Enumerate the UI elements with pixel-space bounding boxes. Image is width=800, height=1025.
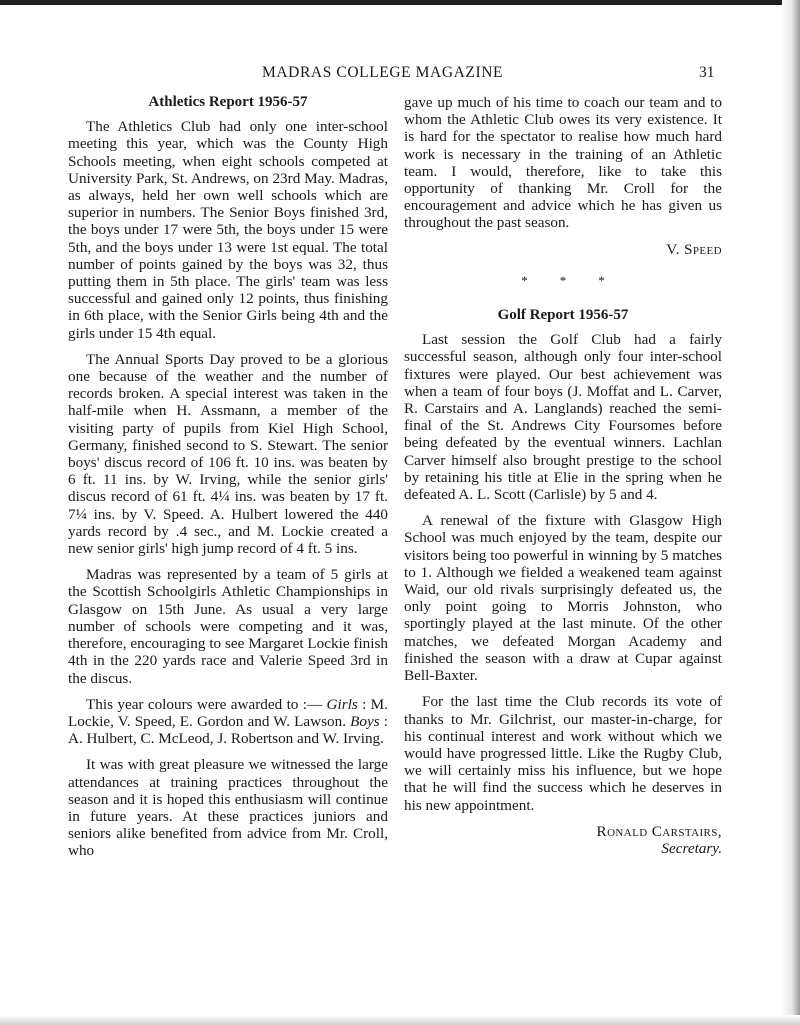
athletics-paragraph: Madras was represented by a team of 5 girls at the Scottish Schoolgirls Athletic Championships in Glasgow on 15th June. As usual a very large number of schools were competing and it was, therefore, encouraging to see Margaret Lockie finish 4th in the 220 yards race and Valerie Speed 3rd in the discus. <box>68 566 388 687</box>
section-separator <box>404 272 722 289</box>
running-title: MADRAS COLLEGE MAGAZINE <box>262 64 504 81</box>
golf-report-title: Golf Report 1956-57 <box>497 307 629 324</box>
athletics-paragraph: The Athletics Club had only one inter-school meeting this year, which was the County High Schools meeting, when eight schools competed at University Park, St. Andrews, on 23rd May. Madras, as always, held her own well schools which are superior in numbers. The Senior Boys finished 3rd, the boys under 17 were 5th, the boys under 15 were 5th, and the boys under 13 were 1st equal. The total number of points gained by the boys was 32, thus putting them in 5th place. The girls' team was less successful and gained only 12 points, thus finishing in 6th place, with the Senior Girls being 4th and the girls under 15 4th equal. <box>68 118 388 342</box>
page-top-edge <box>0 0 800 5</box>
right-column <box>404 94 722 857</box>
athletics-signature: V. Speed <box>666 240 722 258</box>
separator-star: * <box>521 272 528 288</box>
boys-names: : A. Hulbert, C. McLeod, J. Robertson and W. Irving. <box>68 712 389 748</box>
athletics-paragraph: It was with great pleasure we witnessed the large attendances at training practices throughout the season and it is hoped this enthusiasm will continue in future years. At these practices juniors and seniors alike benefited from advice from Mr. Croll, who <box>68 756 388 860</box>
athletics-paragraph: The Annual Sports Day proved to be a glorious one because of the weather and the number of records broken. A special interest was taken in the half-mile when H. Assmann, a member of the visiting party of pupils from Kiel High School, Germany, finished second to S. Stewart. The senior boys' discus record of 106 ft. 10 ins. was beaten by 6 ft. 11 ins. by W. Irving, while the senior girls' discus record of 61 ft. 4¼ ins. was beaten by 17 ft. 7¼ ins. by V. Speed. A. Hulbert lowered the 440 yards record by .4 sec., and M. Lockie created a new senior girls' high jump record of 4 ft. 5 ins. <box>68 350 388 558</box>
golf-signature-title: Secretary. <box>661 839 722 857</box>
golf-signature-name: Ronald Carstairs, <box>596 822 722 840</box>
page-edge-shadow <box>782 0 800 1025</box>
golf-paragraph: Last session the Golf Club had a fairly successful season, although only four inter-school fixtures were played. Our best achievement was when a team of four boys (J. Moffat and L. Carver, R. Carstairs and A. Langlands) reached the semi-final of the St. Andrews City Foursomes before being defeated by the eventual winners. Lachlan Carver himself also brought prestige to the school by retaining his title at Elie in the spring when he defeated A. L. Scott (Carlisle) by 5 and 4. <box>404 331 722 504</box>
athletics-report-title: Athletics Report 1956-57 <box>148 94 308 110</box>
page-bottom-shadow <box>0 1015 800 1025</box>
left-column <box>68 94 388 869</box>
page-number: 31 <box>699 64 715 81</box>
girls-names: : M. Lockie, V. Speed, E. Gordon and W. Lawson. <box>68 695 388 730</box>
boys-label: Boys <box>350 712 380 730</box>
golf-paragraph: A renewal of the fixture with Glasgow High School was much enjoyed by the team, despite our visitors being too powerful in winning by 5 matches to 1. Although we fielded a weakened team against Waid, our old rivals surprisingly defeated us, the only point going to Morris Johnston, who sportingly played at the last minute. Of the other matches, we defeated Morgan Academy and finished the season with a draw at Cupar against Bell-Baxter. <box>404 512 722 685</box>
golf-paragraph: For the last time the Club records its vote of thanks to Mr. Gilchrist, our master-in-charge, for his continual interest and work without which we would have progressed little. Like the Rugby Club, we will certainly miss his influence, but we hope that he will find the success which he deserves in his new appointment. <box>404 693 722 814</box>
athletics-continued-paragraph: gave up much of his time to coach our team and to whom the Athletic Club owes its very existence. It is hard for the spectator to realise how much hard work is necessary in the training of an Athletic team. I would, therefore, like to take this opportunity of thanking Mr. Croll for the encouragement and advice which he has given us throughout the past season. <box>404 94 722 232</box>
colours-paragraph <box>68 696 388 748</box>
separator-star: * <box>598 272 605 288</box>
girls-label: Girls <box>326 695 358 713</box>
colours-intro: This year colours were awarded to :— <box>86 695 323 713</box>
separator-star: * <box>559 272 567 288</box>
